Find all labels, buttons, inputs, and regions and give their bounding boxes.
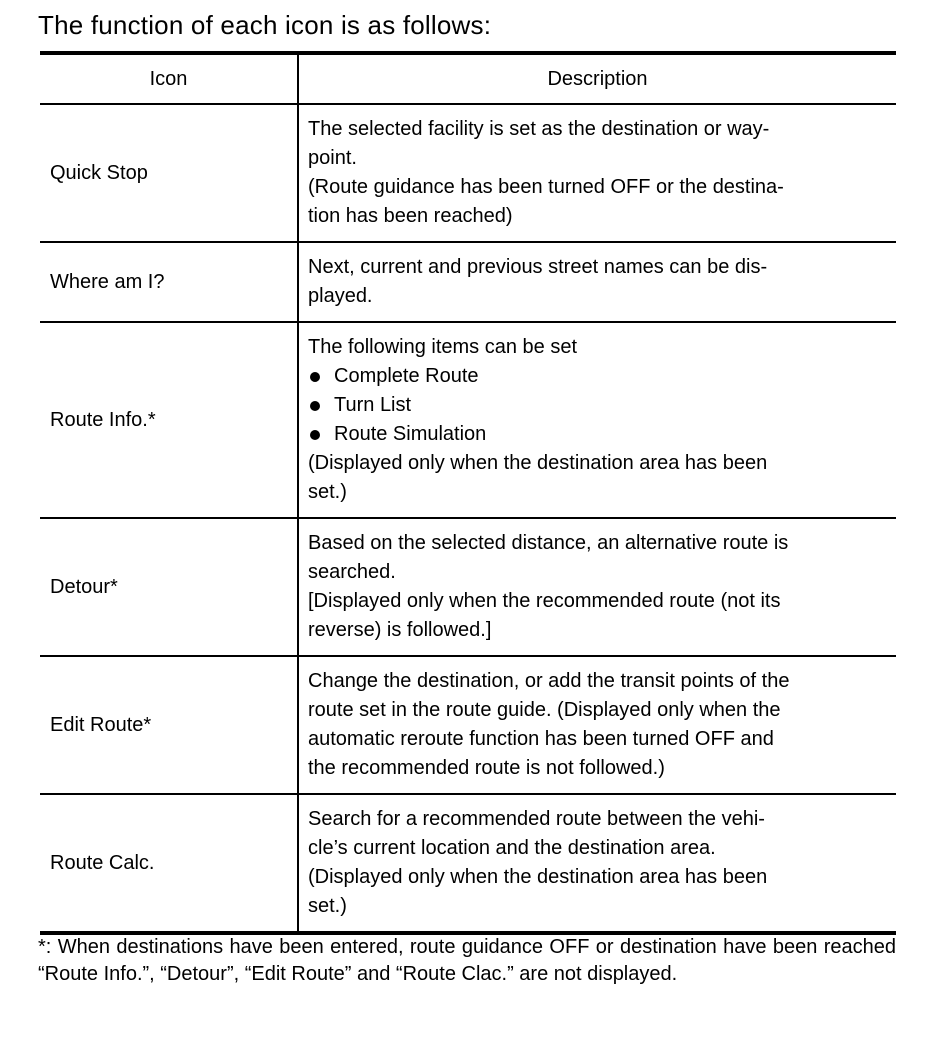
description-line: Change the destination, or add the transit points of the: [308, 670, 790, 692]
bullet-item: [308, 391, 888, 420]
bullet-dot-icon: [310, 401, 320, 411]
icon-name-cell: Edit Route*: [40, 656, 298, 794]
footnote: *: When destinations have been entered, route guidance OFF or destination have been reached “Route Info.”, “Detour”, “Edit Route” and “Route Clac.” are not displayed.: [38, 936, 896, 985]
description-line: (Displayed only when the destination area has been: [308, 866, 768, 888]
icon-name-cell: Route Info.*: [40, 322, 298, 518]
description-line: cle’s current location and the destination area.: [308, 837, 716, 859]
description-line: set.): [308, 481, 347, 503]
description-line: route set in the route guide. (Displayed only when the: [308, 699, 781, 721]
description-line: Next, current and previous street names can be dis-: [308, 256, 768, 278]
page-heading: The function of each icon is as follows:: [38, 10, 492, 40]
bullet-text: Route Simulation: [334, 423, 487, 445]
description-line: (Displayed only when the destination area has been: [308, 452, 768, 474]
description-line: tion has been reached): [308, 205, 513, 227]
description-line: (Route guidance has been turned OFF or the destina-: [308, 176, 784, 198]
description-cell: [298, 322, 896, 518]
icon-function-table: [40, 51, 896, 935]
description-line: The following items can be set: [308, 336, 578, 358]
icon-name-cell: Where am I?: [40, 242, 298, 322]
description-cell: [298, 656, 896, 794]
table-row: [40, 242, 896, 322]
table-row: [40, 794, 896, 933]
description-line: Search for a recommended route between the vehi-: [308, 808, 765, 830]
table-header-row: [40, 53, 896, 104]
icon-name-cell: Quick Stop: [40, 104, 298, 242]
table-row: [40, 656, 896, 794]
icon-name-cell: Detour*: [40, 518, 298, 656]
bullet-dot-icon: [310, 372, 320, 382]
description-line: point.: [308, 147, 357, 169]
description-line: played.: [308, 285, 373, 307]
description-line: set.): [308, 895, 347, 917]
table-row: [40, 518, 896, 656]
bullet-text: Complete Route: [334, 365, 479, 387]
description-line: searched.: [308, 561, 396, 583]
bullet-item: [308, 420, 888, 449]
bullet-dot-icon: [310, 430, 320, 440]
description-line: automatic reroute function has been turned OFF and: [308, 728, 774, 750]
bullet-item: [308, 362, 888, 391]
description-line: [Displayed only when the recommended route (not its: [308, 590, 781, 612]
description-cell: [298, 794, 896, 933]
description-line: the recommended route is not followed.): [308, 757, 665, 779]
table-row: [40, 322, 896, 518]
description-cell: [298, 518, 896, 656]
column-header-icon: Icon: [40, 53, 298, 104]
column-header-description: Description: [298, 53, 896, 104]
description-cell: [298, 104, 896, 242]
icon-name-cell: Route Calc.: [40, 794, 298, 933]
description-cell: [298, 242, 896, 322]
description-line: reverse) is followed.]: [308, 619, 492, 641]
description-line: The selected facility is set as the destination or way-: [308, 118, 770, 140]
bullet-text: Turn List: [334, 394, 412, 416]
table-row: [40, 104, 896, 242]
description-line: Based on the selected distance, an alternative route is: [308, 532, 789, 554]
table-body: [40, 104, 896, 933]
